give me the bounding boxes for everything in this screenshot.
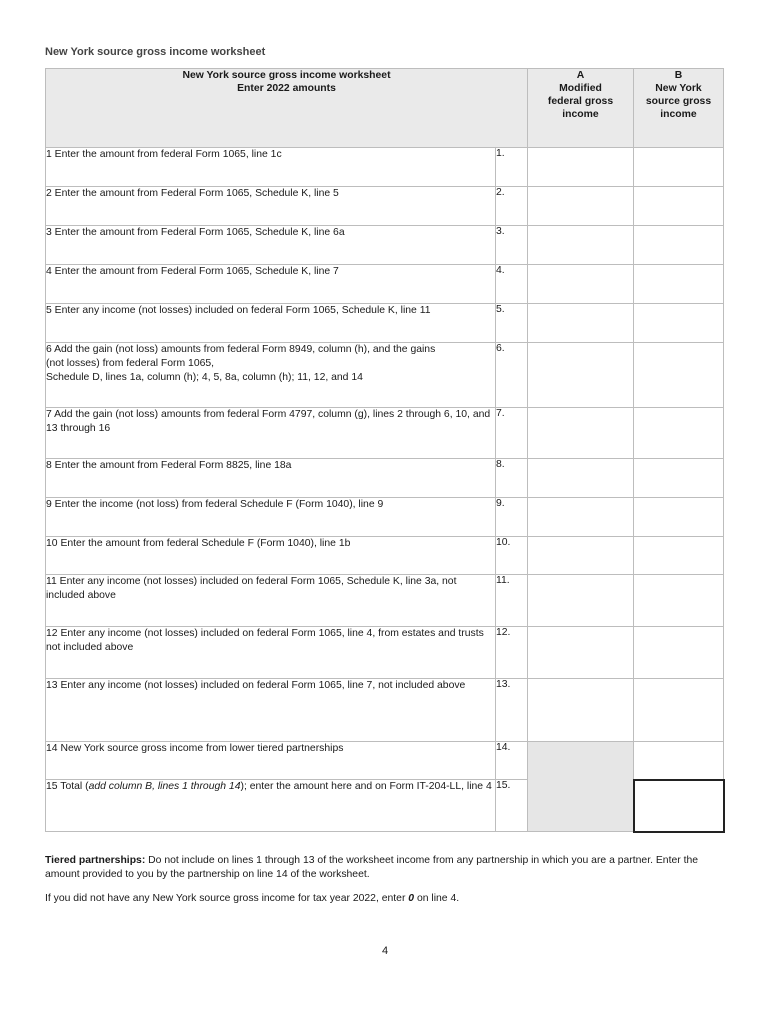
column-a-label: Modified federal gross income	[547, 83, 614, 120]
line-9-number: 9.	[496, 498, 528, 537]
no-income-text-post: on line 4.	[414, 893, 460, 904]
table-row	[46, 575, 724, 627]
line-1-description: 1 Enter the amount from federal Form 1065, line 1c	[46, 148, 496, 187]
line-3-column-a-input[interactable]	[528, 226, 634, 265]
section-title: New York source gross income worksheet	[45, 46, 266, 58]
line-10-column-a-input[interactable]	[528, 537, 634, 575]
line-11-column-b-input[interactable]	[634, 575, 724, 627]
table-row	[46, 226, 724, 265]
line-13-description: 13 Enter any income (not losses) included on federal Form 1065, line 7, not included above	[46, 679, 496, 742]
table-row	[46, 265, 724, 304]
column-a-shaded-cell	[528, 742, 634, 832]
line-11-description: 11 Enter any income (not losses) included on federal Form 1065, Schedule K, line 3a, not included above	[46, 575, 496, 627]
line-14-number: 14.	[496, 742, 528, 780]
worksheet-header-title: New York source gross income worksheet	[182, 70, 391, 81]
line-6-text-3: Schedule D, lines 1a, column (h); 4, 5, 8a, column (h); 11, 12, and 14	[46, 372, 363, 383]
line-1-column-b-input[interactable]	[634, 148, 724, 187]
line-2-number: 2.	[496, 187, 528, 226]
line-8-column-a-input[interactable]	[528, 459, 634, 498]
worksheet-header-subtitle: Enter 2022 amounts	[237, 83, 336, 94]
line-13-column-b-input[interactable]	[634, 679, 724, 742]
table-row	[46, 627, 724, 679]
line-15-number: 15.	[496, 780, 528, 832]
table-row	[46, 459, 724, 498]
line-12-column-a-input[interactable]	[528, 627, 634, 679]
line-3-description: 3 Enter the amount from Federal Form 1065, Schedule K, line 6a	[46, 226, 496, 265]
no-income-note	[45, 892, 735, 906]
table-row	[46, 187, 724, 226]
line-15-text-pre: 15 Total (	[46, 781, 89, 792]
notes	[45, 854, 735, 916]
line-8-number: 8.	[496, 459, 528, 498]
line-3-column-b-input[interactable]	[634, 226, 724, 265]
line-8-description: 8 Enter the amount from Federal Form 8825, line 18a	[46, 459, 496, 498]
line-15-description	[46, 780, 496, 832]
table-row	[46, 304, 724, 343]
line-7-number: 7.	[496, 408, 528, 459]
table-header-row	[46, 69, 724, 148]
line-15-text-emphasis: add column B, lines 1 through 14	[88, 781, 241, 792]
page-number: 4	[381, 945, 389, 957]
line-7-description: 7 Add the gain (not loss) amounts from federal Form 4797, column (g), lines 2 through 6, 10, and 13 through 16	[46, 408, 496, 459]
line-13-column-a-input[interactable]	[528, 679, 634, 742]
table-row	[46, 537, 724, 575]
line-2-column-a-input[interactable]	[528, 187, 634, 226]
line-6-description	[46, 343, 496, 408]
table-row	[46, 343, 724, 408]
line-14-description: 14 New York source gross income from lower tiered partnerships	[46, 742, 496, 780]
line-5-column-b-input[interactable]	[634, 304, 724, 343]
line-10-number: 10.	[496, 537, 528, 575]
line-6-number: 6.	[496, 343, 528, 408]
line-10-column-b-input[interactable]	[634, 537, 724, 575]
line-6-text-1: 6 Add the gain (not loss) amounts from federal Form 8949, column (h), and the gains	[46, 344, 436, 355]
line-10-description: 10 Enter the amount from federal Schedule F (Form 1040), line 1b	[46, 537, 496, 575]
table-row	[46, 742, 724, 780]
line-12-number: 12.	[496, 627, 528, 679]
table-row	[46, 498, 724, 537]
line-4-column-a-input[interactable]	[528, 265, 634, 304]
line-15-total-input[interactable]	[634, 780, 724, 832]
line-2-description: 2 Enter the amount from Federal Form 1065, Schedule K, line 5	[46, 187, 496, 226]
line-4-description: 4 Enter the amount from Federal Form 1065, Schedule K, line 7	[46, 265, 496, 304]
no-income-text-pre: If you did not have any New York source gross income for tax year 2022, enter	[45, 893, 409, 904]
tiered-partnerships-text: Do not include on lines 1 through 13 of the worksheet income from any partnership in which you are a partner. Enter the amount provided to you by the partnership on line 14 of the worksheet.	[45, 855, 699, 880]
line-11-number: 11.	[496, 575, 528, 627]
column-b-label: New York source gross income	[645, 83, 712, 120]
table-row	[46, 148, 724, 187]
line-12-column-b-input[interactable]	[634, 627, 724, 679]
line-5-number: 5.	[496, 304, 528, 343]
column-a-header	[528, 69, 634, 148]
line-1-number: 1.	[496, 148, 528, 187]
no-income-zero: 0	[408, 893, 415, 904]
line-9-description: 9 Enter the income (not loss) from federal Schedule F (Form 1040), line 9	[46, 498, 496, 537]
line-6-column-a-input[interactable]	[528, 343, 634, 408]
line-8-column-b-input[interactable]	[634, 459, 724, 498]
line-7-column-b-input[interactable]	[634, 408, 724, 459]
line-1-column-a-input[interactable]	[528, 148, 634, 187]
line-7-column-a-input[interactable]	[528, 408, 634, 459]
line-14-column-b-input[interactable]	[634, 742, 724, 780]
line-2-column-b-input[interactable]	[634, 187, 724, 226]
line-5-column-a-input[interactable]	[528, 304, 634, 343]
line-5-description: 5 Enter any income (not losses) included on federal Form 1065, Schedule K, line 11	[46, 304, 496, 343]
line-12-description: 12 Enter any income (not losses) included on federal Form 1065, line 4, from estates and trusts not included above	[46, 627, 496, 679]
column-b-letter: B	[674, 70, 683, 81]
line-9-column-a-input[interactable]	[528, 498, 634, 537]
line-6-text-2: (not losses) from federal Form 1065,	[46, 358, 215, 369]
column-b-header	[634, 69, 724, 148]
line-6-column-b-input[interactable]	[634, 343, 724, 408]
line-4-number: 4.	[496, 265, 528, 304]
line-15-text-post: ); enter the amount here and on Form IT-204-LL, line 4	[240, 781, 492, 792]
line-3-number: 3.	[496, 226, 528, 265]
line-4-column-b-input[interactable]	[634, 265, 724, 304]
line-9-column-b-input[interactable]	[634, 498, 724, 537]
line-13-number: 13.	[496, 679, 528, 742]
tiered-partnerships-note	[45, 854, 735, 882]
tiered-partnerships-label: Tiered partnerships:	[45, 855, 146, 866]
worksheet-table	[45, 68, 725, 833]
table-row	[46, 679, 724, 742]
column-a-letter: A	[576, 70, 585, 81]
line-11-column-a-input[interactable]	[528, 575, 634, 627]
table-row	[46, 408, 724, 459]
worksheet-header	[46, 69, 528, 148]
